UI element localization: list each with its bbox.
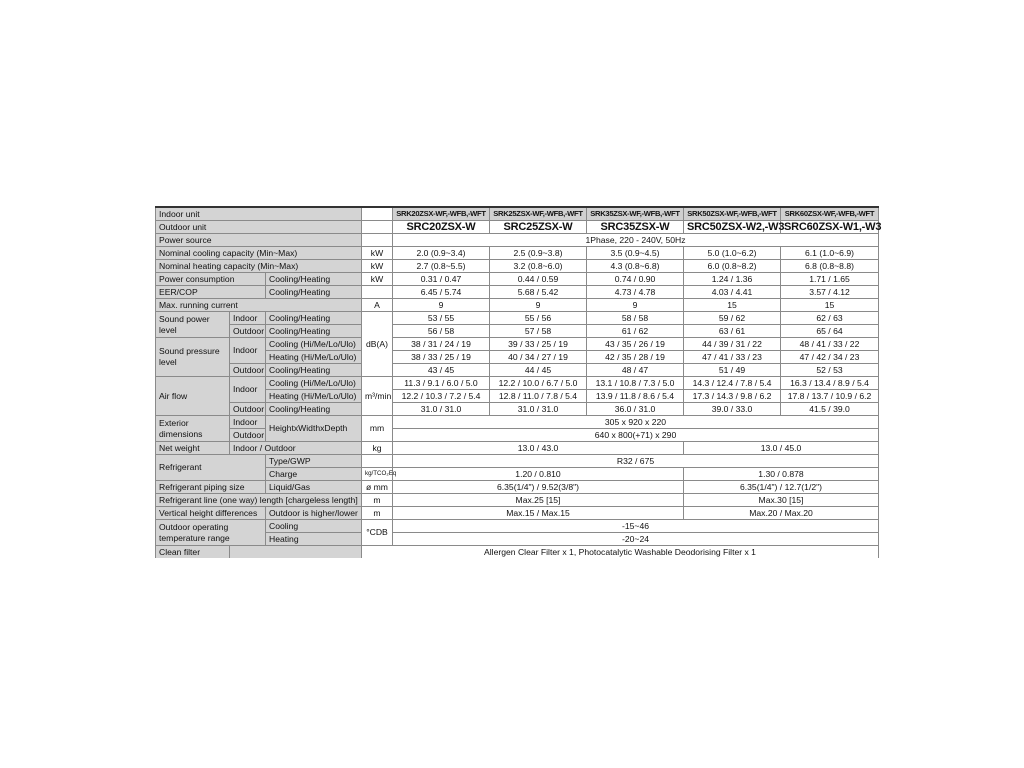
value-cell: 6.8 (0.8~8.8) [781,260,879,273]
sub-label: Cooling/Heating [266,312,362,325]
value-cell: 6.45 / 5.74 [393,286,490,299]
refrigerant-type-row [156,455,879,468]
unit-cell: °CDB [362,520,393,546]
value-cell: 9 [587,299,684,312]
value-cell: 62 / 63 [781,312,879,325]
sound-pressure-cooling-row [156,338,879,351]
sub-label: Outdoor is higher/lower [266,507,362,520]
unit-cell: m [362,494,393,507]
eer-cop-row [156,286,879,299]
sub-label: Cooling/Heating [266,364,362,377]
sub-label: HeightxWidthxDepth [266,416,362,442]
sound-pressure-outdoor-row [156,364,879,377]
value-cell: 48 / 41 / 33 / 22 [781,338,879,351]
sub-label: Indoor / Outdoor [230,442,362,455]
value-cell: 63 / 61 [684,325,781,338]
air-flow-unit: m³/min [362,377,393,416]
value-cell: 15 [781,299,879,312]
net-weight-label: Net weight [156,442,230,455]
air-flow-cooling-row [156,377,879,390]
value-cell: 40 / 34 / 27 / 19 [490,351,587,364]
value-cell: 6.1 (1.0~6.9) [781,247,879,260]
value-cell: 0.74 / 0.90 [587,273,684,286]
value-cell: 42 / 35 / 28 / 19 [587,351,684,364]
value-cell: 4.3 (0.8~6.8) [587,260,684,273]
value-cell: 53 / 55 [393,312,490,325]
sound-power-label: Sound power level [156,312,230,338]
sub-label: Liquid/Gas [266,481,362,494]
sub-label: Cooling/Heating [266,325,362,338]
vertical-height-small: Max.15 / Max.15 [393,507,684,520]
value-cell: 0.44 / 0.59 [490,273,587,286]
net-weight-row [156,442,879,455]
value-cell: 12.2 / 10.0 / 6.7 / 5.0 [490,377,587,390]
value-cell: 52 / 53 [781,364,879,377]
unit-cell: ø mm [362,481,393,494]
value-cell: 39 / 33 / 25 / 19 [490,338,587,351]
value-cell: 15 [684,299,781,312]
refrigerant-type-value: R32 / 675 [393,455,879,468]
sub-label: Cooling (Hi/Me/Lo/Ulo) [266,338,362,351]
sub-label: Cooling/Heating [266,286,362,299]
outdoor-label: Outdoor [230,429,266,442]
value-cell: 5.0 (1.0~6.2) [684,247,781,260]
outdoor-label: Outdoor [230,403,266,416]
value-cell: 1.24 / 1.36 [684,273,781,286]
value-cell: 2.0 (0.9~3.4) [393,247,490,260]
indoor-label: Indoor [230,338,266,364]
clean-filter-value: Allergen Clear Filter x 1, Photocatalytic Washable Deodorising Filter x 1 [362,546,879,559]
value-cell: 47 / 41 / 33 / 23 [684,351,781,364]
sub-label: Cooling/Heating [266,403,362,416]
heating-capacity-label: Nominal heating capacity (Min~Max) [156,260,362,273]
dimensions-indoor-value: 305 x 920 x 220 [393,416,879,429]
operating-range-cooling: -15~46 [393,520,879,533]
dimensions-outdoor-row [156,429,879,442]
power-source-row [156,234,879,247]
refrigerant-label: Refrigerant [156,455,266,481]
power-source-label: Power source [156,234,362,247]
sub-label: Cooling [266,520,362,533]
unit-cell [362,455,393,468]
dimensions-outdoor-value: 640 x 800(+71) x 290 [393,429,879,442]
power-consumption-label: Power consumption [156,273,266,286]
refrigerant-line-row [156,494,879,507]
sound-unit: dB(A) [362,312,393,377]
indoor-label: Indoor [230,312,266,325]
outdoor-label: Outdoor [230,325,266,338]
cooling-capacity-row [156,247,879,260]
value-cell: 31.0 / 31.0 [393,403,490,416]
value-cell: 17.3 / 14.3 / 9.8 / 6.2 [684,390,781,403]
value-cell: 9 [393,299,490,312]
value-cell: 3.5 (0.9~4.5) [587,247,684,260]
outdoor-unit-label: Outdoor unit [156,221,362,234]
sound-power-outdoor-row [156,325,879,338]
operating-range-heating: -20~24 [393,533,879,546]
value-cell: 4.03 / 4.41 [684,286,781,299]
unit-cell [362,221,393,234]
unit-cell: m [362,507,393,520]
indoor-model: SRK20ZSX-WF,-WFB,-WFT [393,207,490,221]
piping-size-row [156,481,879,494]
refrigerant-line-label: Refrigerant line (one way) length [chargeless length] [156,494,362,507]
sub-label: Cooling (Hi/Me/Lo/Ulo) [266,377,362,390]
power-source-value: 1Phase, 220 - 240V, 50Hz [393,234,879,247]
sub-label: Type/GWP [266,455,362,468]
value-cell: 58 / 58 [587,312,684,325]
air-flow-outdoor-row [156,403,879,416]
unit-cell: kW [362,260,393,273]
unit-cell: A [362,299,393,312]
value-cell: 3.2 (0.8~6.0) [490,260,587,273]
value-cell: 55 / 56 [490,312,587,325]
value-cell: 0.31 / 0.47 [393,273,490,286]
indoor-model: SRK50ZSX-WF,-WFB,-WFT [684,207,781,221]
vertical-height-large: Max.20 / Max.20 [684,507,879,520]
eer-cop-label: EER/COP [156,286,266,299]
sub-label: Heating [266,533,362,546]
sub-label: Heating (Hi/Me/Lo/Ulo) [266,351,362,364]
indoor-unit-row [156,207,879,221]
dimensions-indoor-row [156,416,879,429]
operating-range-cooling-row [156,520,879,533]
sound-pressure-label: Sound pressure level [156,338,230,377]
outdoor-unit-row [156,221,879,234]
value-cell: 36.0 / 31.0 [587,403,684,416]
value-cell: 59 / 62 [684,312,781,325]
sub-label: Cooling/Heating [266,273,362,286]
value-cell: 6.0 (0.8~8.2) [684,260,781,273]
unit-cell [362,234,393,247]
outdoor-model: SRC50ZSX-W2,-W3 [684,221,781,234]
sub-label [230,546,362,559]
vertical-height-label: Vertical height differences [156,507,266,520]
value-cell: 12.2 / 10.3 / 7.2 / 5.4 [393,390,490,403]
unit-cell: kg [362,442,393,455]
value-cell: 51 / 49 [684,364,781,377]
refrigerant-charge-large: 1.30 / 0.878 [684,468,879,481]
unit-cell: kg/TCO₂Eq [362,468,393,481]
indoor-label: Indoor [230,377,266,403]
outdoor-model: SRC25ZSX-W [490,221,587,234]
value-cell: 38 / 31 / 24 / 19 [393,338,490,351]
value-cell: 13.9 / 11.8 / 8.6 / 5.4 [587,390,684,403]
unit-cell: kW [362,247,393,260]
value-cell: 41.5 / 39.0 [781,403,879,416]
sub-label: Heating (Hi/Me/Lo/Ulo) [266,390,362,403]
value-cell: 16.3 / 13.4 / 8.9 / 5.4 [781,377,879,390]
refrigerant-charge-small: 1.20 / 0.810 [393,468,684,481]
value-cell: 57 / 58 [490,325,587,338]
clean-filter-label: Clean filter [156,546,230,559]
value-cell: 43 / 35 / 26 / 19 [587,338,684,351]
value-cell: 3.57 / 4.12 [781,286,879,299]
piping-size-large: 6.35(1/4") / 12.7(1/2") [684,481,879,494]
refrigerant-line-large: Max.30 [15] [684,494,879,507]
value-cell: 12.8 / 11.0 / 7.8 / 5.4 [490,390,587,403]
indoor-label: Indoor [230,416,266,429]
net-weight-large: 13.0 / 45.0 [684,442,879,455]
outdoor-model: SRC35ZSX-W [587,221,684,234]
sub-label: Charge [266,468,362,481]
value-cell: 31.0 / 31.0 [490,403,587,416]
value-cell: 44 / 39 / 31 / 22 [684,338,781,351]
sound-power-indoor-row [156,312,879,325]
value-cell: 38 / 33 / 25 / 19 [393,351,490,364]
value-cell: 14.3 / 12.4 / 7.8 / 5.4 [684,377,781,390]
outdoor-model: SRC60ZSX-W1,-W3 [781,221,879,234]
unit-cell: kW [362,273,393,286]
max-current-row [156,299,879,312]
value-cell: 2.5 (0.9~3.8) [490,247,587,260]
refrigerant-line-small: Max.25 [15] [393,494,684,507]
power-consumption-row [156,273,879,286]
value-cell: 1.71 / 1.65 [781,273,879,286]
value-cell: 4.73 / 4.78 [587,286,684,299]
value-cell: 43 / 45 [393,364,490,377]
net-weight-small: 13.0 / 43.0 [393,442,684,455]
value-cell: 44 / 45 [490,364,587,377]
value-cell: 56 / 58 [393,325,490,338]
indoor-unit-label: Indoor unit [156,207,362,221]
value-cell: 47 / 42 / 34 / 23 [781,351,879,364]
vertical-height-row [156,507,879,520]
value-cell: 9 [490,299,587,312]
heating-capacity-row [156,260,879,273]
value-cell: 13.1 / 10.8 / 7.3 / 5.0 [587,377,684,390]
cooling-capacity-label: Nominal cooling capacity (Min~Max) [156,247,362,260]
unit-cell: mm [362,416,393,442]
clean-filter-row [156,546,879,559]
value-cell: 61 / 62 [587,325,684,338]
unit-cell [362,207,393,221]
value-cell: 11.3 / 9.1 / 6.0 / 5.0 [393,377,490,390]
unit-cell [362,286,393,299]
indoor-model: SRK25ZSX-WF,-WFB,-WFT [490,207,587,221]
specification-table [155,206,882,558]
outdoor-model: SRC20ZSX-W [393,221,490,234]
value-cell: 39.0 / 33.0 [684,403,781,416]
piping-size-small: 6.35(1/4") / 9.52(3/8") [393,481,684,494]
max-current-label: Max. running current [156,299,362,312]
value-cell: 2.7 (0.8~5.5) [393,260,490,273]
outdoor-label: Outdoor [230,364,266,377]
operating-range-label: Outdoor operating temperature range [156,520,266,546]
value-cell: 48 / 47 [587,364,684,377]
indoor-model: SRK35ZSX-WF,-WFB,-WFT [587,207,684,221]
air-flow-label: Air flow [156,377,230,416]
value-cell: 65 / 64 [781,325,879,338]
value-cell: 17.8 / 13.7 / 10.9 / 6.2 [781,390,879,403]
piping-size-label: Refrigerant piping size [156,481,266,494]
value-cell: 5.68 / 5.42 [490,286,587,299]
dimensions-label: Exterior dimensions [156,416,230,442]
indoor-model: SRK60ZSX-WF,-WFB,-WFT [781,207,879,221]
